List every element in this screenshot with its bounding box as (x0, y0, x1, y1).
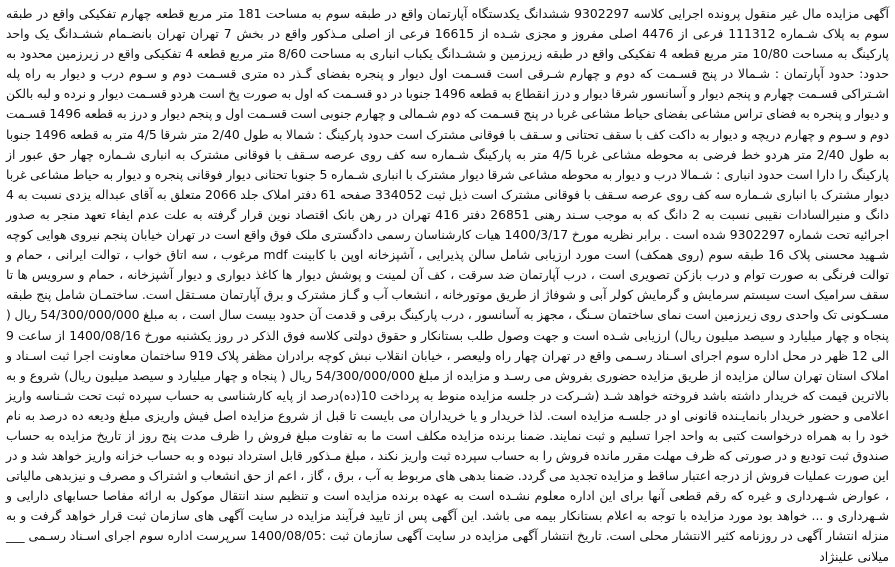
auction-notice-text: آگهی مزایده مال غیر منقول پرونده اجرایی کلاسه 9302297 ششدانگ یکدستگاه آپارتمان واقع در طبقه سوم به مساحت 181 متر مربع قطعه چهارم تفکیکی واقع در طبقه سوم به پلاک شـماره 111312 فرعی از 4476 اصلی مفروز و مجزی شـده از 16615 فرعی از اصلی مـذکور واقع در بخش 7 تهران تهران بانضـمام ششـدانگ یک واحد پارکینگ به مساحت 10/80 متر مربع قطعه 4 تفکیکی واقع در طبقه زیرزمین و ششـدانگ یکباب انباری به مساحت 8/60 متر مربع قطعه 4 تفکیکی واقع در زیرزمین محدود به حدود: حدود آپارتمان : شـمالا در پنج قسـمت که دوم و چهارم شـرقی است قسـمت اول دیوار و پنجره بفضای گـذر ده متری قسـمت دوم و سـوم درب و دیوار به راه پله اشـتراکی قسـمت چهارم و پنجم دیوار و آسانسور شرقا دیوار و درز انقطاع به قطعه 1496 جنوبا در دو قسـمت که اول به صورت پخ است هردو قسـمت دیوار و نرده و لبه بالکن و دیوار و پنجره به فضای تراس مشاعی بفضای حیاط مشاعی غربا در پنج قسـمت که دوم شـمالی و چهارم جنوبی است قسـمت اول و پنجم دیوار و درز به قطعه 1496 قسـمت دوم و سـوم و چهارم دریچه و دیوار به داکت کف با سقف تحتانی و سـقف با فوقانی مشترک است حدود پارکینگ : شمالا به طول 2/40 متر شرقا 4/5 متر به قطعه 1496 جنوبا به طول 2/40 متر هردو خط فرضی به محوطه مشاعی غربا 4/5 متر به پارکینگ شـماره سه کف روی عرصه سـقف با فوقانی مشترک به انباری شـماره چهار حق عبور از پارکینگ را دارا است حدود انباری : شـمالا درب و دیوار به محوطه مشاعی شرقا دیوار مشترک با انباری شـماره 5 جنوبا تحتانی دیوار فوقانی پنجره و دیوار به حیاط مشاعی غربا دیوار مشترک با انباری شـماره سه کف روی عرصه سـقف با فوقانی مشترک است ذیل ثبت 334052 صفحه 61 دفتر املاک جلد 2066 متعلق به آقای عبداله یزدی نسبت به 4 دانگ و منیرالسادات نقیبی نسبت به 2 دانگ که به موجب سـند رهنی 26851 دفتر 416 تهران در رهن بانک اقتصاد نوین قرار گرفته به علت عدم ایفاء تعهد منجر به صدور اجرائیه تحت شماره 9302297 شده است . برابر نظریه مورخ 1400/3/17 هیات کارشناسان رسمی دادگستری ملک فوق واقع است در تهران خیابان پنجم نیروی هوایی کوچه شـهید محسنی پلاک 16 طبقه سوم (روی همکف) است مورد ارزیابی شامل سالن پذیرایی ، آشپزخانه اوپن با کابینت mdf مرغوب ، سه اتاق خواب ، توالت ایرانی ، حمام و توالت فرنگی به صورت توام و درب بازکن تصویری است ، درب آپارتمان ضد سرقت ، کف آن لمینت و پوشش دیوار ها کاغذ دیواری و دیوار آشپزخانه ، حمام و سرویس ها تا سقف سرامیک است سیستم سرمایش و گرمایش کولر آبی و شوفاژ از طریق موتورخانه ، انشعاب آب و گـاز مشترک و برق آپارتمان مسـتقل است. ساختمـان شامل پنج طبقه مسـکونی تک واحدی روی زیرزمین است نمای ساختمان سـنگ ، مجهز به آسانسور ، درب پارکینگ برقی و قدمت آن حدود بیست سال است ، به مبلغ 54/300/000/000 ریال ( پنجاه و چهار میلیارد و سیصد میلیون ریال) ارزیابی شـده است و جهت وصول طلب بستانکار و حقوق دولتی کلاسه فوق الذکر در روز یکشنبه مورخ 1400/08/16 از ساعت 9 الی 12 ظهر در محل اداره سوم اجرای اسـناد رسـمی واقع در تهران چهار راه ولیعصر ، خیابان انقلاب نبش کوچه برادران مظفر پلاک 919 ساختمان معاونت اجرا ثبت اسـناد و املاک استان تهران سالن مزایده از طریق مزایده حضوری بفروش می رسـد و مزایده از مبلغ 54/300/000/000 ریال ( پنجاه و چهار میلیارد و سیصد میلیون ریال) شروع و به بالاترین قیمت که خریدار داشته باشد فروخته خواهد شـد (شـرکت در جلسه مزایده منوط به پرداخت 10(ده)درصد از پایه کارشناسی به حساب سپرده ثبت تحت شـناسه واریز اعلامی و حضور خریدار بانمایـنده قانونی او در جلسـه مزایده است. لذا خریدار و یا خریداران می بایست تا قبل از شروع مزایده اصل فیش واریزی مبلغ ودیعه ده درصد به نام خود را به همراه درخواست کتبی به واحد اجرا تسلیم و ثبت نمایند. ضمنا برنده مزایده مکلف است ما به تفاوت مبلغ فروش را ظرف مدت پنج روز از تاریخ مزایده به حساب صندوق ثبت تودیع و در صورتی که ظرف مهلت مقرر مانده فروش را به حساب سپرده ثبت واریز نکند ، مبلغ مـذکور قابل استرداد نبوده و به حساب خزانه واریز خواهد شد و در این صورت عملیات فروش از درجه اعتبار ساقط و مزایده تجدید می گردد. ضمنا بدهی های مربوط به آب ، برق ، گاز ، اعم از حق انشعاب و اشتراک و مصرف و نیزبدهی مالیاتی ، عوارض شـهرداری و غیره که رقم قطعی آنها برای این اداره معلوم نشـده است به عهده برنده مزایده است و تنظیم سند انتقال موکول به ارائه مفاصا حسابهای دارایی و شـهرداری و ... خواهد بود مورد مزایده با توجه به اعلام بستانکار بیمه می باشد. این آگهی پس از تایید فرآیند مزایده در سایت آگهی های سازمان ثبت قرار خواهد گرفت و به منزله انتشار آگهی در روزنامه کثیر الانتشار محلی است. تاریخ انتشار آگهی مزایده در سایت آگهی سازمان ثبت :1400/08/05 سرپرست اداره سوم اجرای اسـناد رسـمی ___ میلانی علینژاد (6, 6, 890, 564)
